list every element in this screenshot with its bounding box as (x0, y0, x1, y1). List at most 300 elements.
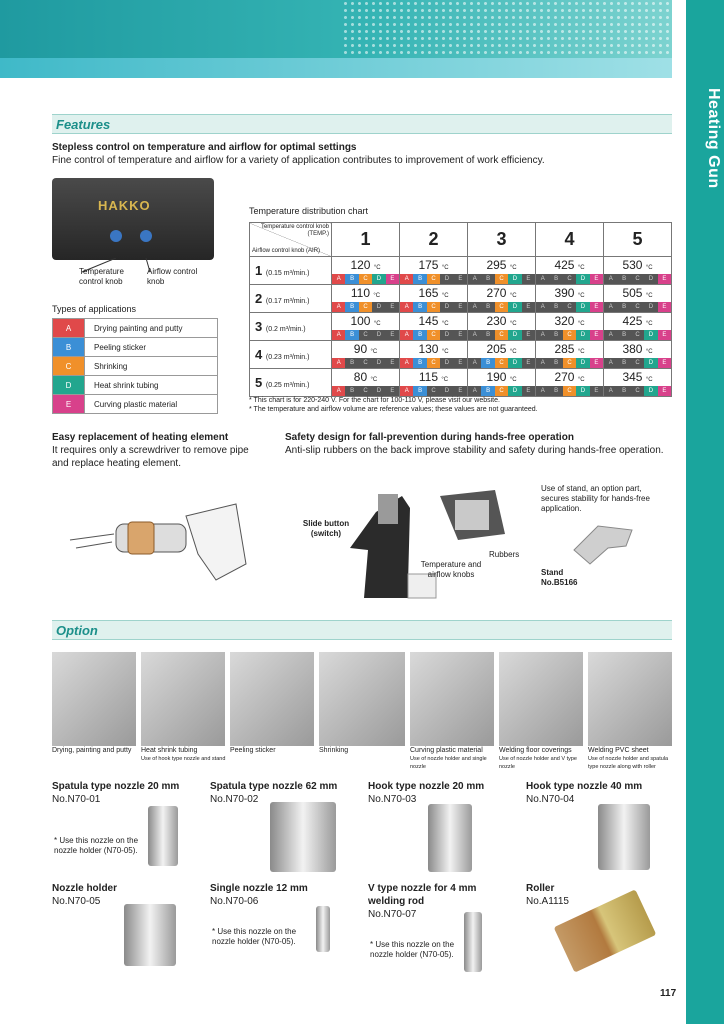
airflow-row (250, 341, 672, 369)
photo-caption-sub: Use of nozzle holder and single nozzle (410, 756, 487, 770)
temperature-cell (604, 285, 672, 313)
temperature-unit: °C (577, 349, 585, 355)
temperature-value (604, 369, 671, 386)
photo-caption (499, 747, 587, 771)
temperature-cell (400, 313, 468, 341)
application-letter: B (345, 274, 358, 284)
application-letter: E (522, 358, 535, 368)
application-letter: B (345, 386, 358, 396)
application-photo (410, 652, 494, 746)
temperature-value (468, 313, 535, 330)
temperature-unit: °C (577, 265, 585, 271)
application-letter: E (454, 302, 467, 312)
photo-caption-title: Peeling sticker (230, 747, 276, 754)
temperature-unit: °C (509, 349, 517, 355)
application-letter: E (386, 274, 399, 284)
temperature-value (604, 341, 671, 358)
application-letter: E (522, 386, 535, 396)
banner-light-stripe (0, 58, 672, 78)
applications-table (52, 318, 218, 414)
rubbers-label: Rubbers (489, 550, 520, 559)
application-letter: A (468, 386, 481, 396)
application-letter: A (604, 330, 617, 340)
application-letter: C (495, 330, 508, 340)
application-letter: A (400, 302, 413, 312)
application-bar (536, 302, 603, 312)
application-letter: C (359, 302, 372, 312)
application-letter: A (604, 386, 617, 396)
temperature-value (536, 257, 603, 274)
photo-caption-title: Curving plastic material (410, 747, 483, 754)
application-letter: B (617, 302, 630, 312)
temperature-unit: °C (577, 321, 585, 327)
application-letter: C (495, 274, 508, 284)
application-letter: C (359, 330, 372, 340)
temperature-number: 230 (486, 314, 507, 328)
application-letter: E (454, 386, 467, 396)
application-letter: B (481, 302, 494, 312)
application-letter: B (549, 330, 562, 340)
applications-title: Types of applications (52, 304, 137, 314)
application-bar (332, 330, 399, 340)
application-letter: B (549, 386, 562, 396)
temperature-value (400, 285, 467, 302)
application-bar (332, 274, 399, 284)
temperature-cell (468, 341, 536, 369)
application-letter: A (332, 330, 345, 340)
part-image (148, 806, 178, 866)
application-letter: C (631, 358, 644, 368)
application-letter: A (400, 274, 413, 284)
banner-dot-pattern (342, 0, 672, 58)
temperature-value (604, 313, 671, 330)
airflow-volume: (0.25 m³/min.) (265, 382, 310, 389)
temperature-number: 390 (554, 286, 575, 300)
airflow-row (250, 313, 672, 341)
temp-setting-header: 1 (332, 223, 400, 257)
photo-caption-sub: Use of hook type nozzle and stand (141, 756, 226, 762)
temperature-number: 270 (486, 286, 507, 300)
temperature-value (400, 257, 467, 274)
temperature-cell (400, 369, 468, 397)
safety-title: Safety design for fall-prevention during hands-free operation (285, 432, 574, 443)
application-bar (468, 302, 535, 312)
temperature-cell (536, 313, 604, 341)
temperature-unit: °C (509, 321, 517, 327)
temperature-value (604, 257, 671, 274)
temperature-value (468, 285, 535, 302)
application-letter: E (590, 358, 603, 368)
temperature-value (400, 369, 467, 386)
application-letter: B (481, 274, 494, 284)
temperature-cell (332, 313, 400, 341)
side-tab-title: Heating Gun (705, 88, 722, 189)
application-letter: D (440, 302, 453, 312)
airflow-volume: (0.2 m³/min.) (265, 326, 306, 333)
temperature-value (468, 369, 535, 386)
top-banner (0, 0, 672, 78)
temperature-number: 380 (622, 342, 643, 356)
temperature-value (536, 313, 603, 330)
temperature-value (332, 285, 399, 302)
application-label: Peeling sticker (85, 338, 218, 357)
temperature-unit: °C (645, 265, 653, 271)
application-code: D (53, 376, 85, 395)
application-bar (604, 274, 671, 284)
option-heading: Option (56, 623, 98, 638)
temperature-cell (536, 369, 604, 397)
temperature-value (536, 341, 603, 358)
airflow-row (250, 257, 672, 285)
temperature-cell (332, 341, 400, 369)
temperature-unit: °C (370, 377, 378, 383)
temperature-unit: °C (373, 265, 381, 271)
application-letter: D (576, 302, 589, 312)
safety-desc: Anti-slip rubbers on the back improve stability and safety during hands-free operation. (285, 445, 664, 456)
temperature-value (468, 341, 535, 358)
photo-caption-title: Heat shrink tubing (141, 747, 198, 754)
stand-illustration (568, 520, 638, 568)
application-label: Shrinking (85, 357, 218, 376)
temperature-cell (536, 341, 604, 369)
temperature-number: 345 (622, 370, 643, 384)
temperature-cell (400, 285, 468, 313)
application-letter: E (590, 386, 603, 396)
photo-caption (588, 747, 676, 771)
temperature-unit: °C (577, 377, 585, 383)
application-bar (604, 386, 671, 396)
chart-title: Temperature distribution chart (249, 206, 369, 216)
application-letter: C (631, 302, 644, 312)
part-note: * Use this nozzle on the nozzle holder (N70-05). (54, 836, 139, 855)
application-letter: D (440, 358, 453, 368)
part-number: No.N70-05 (52, 896, 101, 907)
features-heading: Features (56, 117, 111, 132)
temperature-value (332, 369, 399, 386)
application-letter: C (563, 358, 576, 368)
temperature-value (400, 341, 467, 358)
airflow-row (250, 285, 672, 313)
application-letter: D (644, 330, 657, 340)
temp-setting-header: 4 (536, 223, 604, 257)
airflow-volume: (0.23 m³/min.) (265, 354, 310, 361)
page-number: 117 (660, 988, 677, 999)
part-number: No.N70-07 (368, 909, 417, 920)
temperature-cell (604, 369, 672, 397)
application-letter: A (400, 330, 413, 340)
application-letter: E (658, 274, 671, 284)
application-letter: D (644, 386, 657, 396)
application-letter: B (549, 274, 562, 284)
part-number: No.N70-04 (526, 794, 575, 805)
temperature-knob-icon (110, 230, 122, 242)
temperature-unit: °C (373, 321, 381, 327)
application-bar (332, 386, 399, 396)
application-letter: B (617, 358, 630, 368)
photo-caption (141, 747, 229, 763)
temperature-number: 120 (350, 258, 371, 272)
side-tab (686, 0, 724, 1024)
application-letter: E (522, 330, 535, 340)
part-image (554, 889, 657, 972)
temperature-cell (604, 257, 672, 285)
application-photo (141, 652, 225, 746)
application-letter: E (590, 330, 603, 340)
application-label: Curving plastic material (85, 395, 218, 414)
part-number: No.A1115 (526, 896, 569, 907)
temperature-number: 530 (622, 258, 643, 272)
temperature-cell (332, 369, 400, 397)
temperature-unit: °C (441, 293, 449, 299)
application-letter: D (508, 274, 521, 284)
temperature-number: 285 (554, 342, 575, 356)
application-letter: A (468, 274, 481, 284)
airflow-knob-icon (140, 230, 152, 242)
temperature-unit: °C (645, 377, 653, 383)
stand-name: Stand (541, 568, 564, 577)
heating-gun-hero-photo (52, 178, 214, 260)
application-letter: B (345, 302, 358, 312)
application-letter: B (481, 358, 494, 368)
application-code: A (53, 319, 85, 338)
part-number: No.N70-01 (52, 794, 101, 805)
temperature-cell (468, 285, 536, 313)
application-letter: A (332, 358, 345, 368)
part-name: Spatula type nozzle 62 mm (210, 781, 338, 792)
application-letter: A (468, 302, 481, 312)
part-number: No.N70-02 (210, 794, 259, 805)
application-bar (536, 386, 603, 396)
application-letter: A (604, 274, 617, 284)
part-image (270, 802, 336, 872)
airflow-setting (250, 313, 332, 341)
airflow-number: 3 (255, 319, 263, 334)
application-letter: E (386, 358, 399, 368)
application-letter: B (413, 386, 426, 396)
application-letter: A (400, 386, 413, 396)
application-letter: B (413, 358, 426, 368)
application-photo (319, 652, 405, 746)
temperature-cell (332, 257, 400, 285)
temperature-unit: °C (509, 377, 517, 383)
temperature-unit: °C (509, 265, 517, 271)
knobs-label: Temperature and airflow knobs (420, 560, 482, 579)
application-letter: C (631, 330, 644, 340)
application-code: C (53, 357, 85, 376)
application-bar (400, 330, 467, 340)
application-letter: C (495, 386, 508, 396)
temperature-number: 190 (486, 370, 507, 384)
application-letter: D (644, 274, 657, 284)
application-letter: C (427, 330, 440, 340)
photo-caption-sub: Use of nozzle holder and spatula type nozzle along with roller (588, 756, 669, 770)
application-letter: E (658, 386, 671, 396)
application-bar (332, 302, 399, 312)
application-row (53, 319, 218, 338)
element-replacement-illustration (66, 494, 256, 584)
application-letter: B (617, 274, 630, 284)
application-letter: E (454, 274, 467, 284)
temperature-number: 130 (418, 342, 439, 356)
temperature-cell (400, 257, 468, 285)
temperature-unit: °C (645, 321, 653, 327)
application-letter: E (658, 302, 671, 312)
application-photo (588, 652, 672, 746)
application-letter: D (644, 358, 657, 368)
application-letter: D (372, 330, 385, 340)
temperature-unit: °C (373, 293, 381, 299)
temperature-cell (536, 257, 604, 285)
temperature-cell (332, 285, 400, 313)
temperature-value (536, 369, 603, 386)
application-bar (400, 274, 467, 284)
temperature-cell (604, 313, 672, 341)
application-letter: D (440, 330, 453, 340)
temp-setting-header: 5 (604, 223, 672, 257)
application-letter: B (481, 330, 494, 340)
part-number: No.N70-06 (210, 896, 259, 907)
temperature-value (332, 257, 399, 274)
application-letter: B (617, 386, 630, 396)
part-name: Spatula type nozzle 20 mm (52, 781, 180, 792)
application-letter: A (604, 358, 617, 368)
application-letter: C (359, 274, 372, 284)
application-letter: D (440, 274, 453, 284)
application-letter: E (658, 358, 671, 368)
photo-caption (319, 747, 409, 755)
application-letter: C (359, 358, 372, 368)
application-bar (400, 386, 467, 396)
temperature-unit: °C (645, 349, 653, 355)
application-bar (332, 358, 399, 368)
part-number: No.N70-03 (368, 794, 417, 805)
application-letter: B (345, 358, 358, 368)
chart-note-voltage: * This chart is for 220-240 V. For the chart for 100-110 V, please visit our website. (249, 397, 500, 404)
temperature-value (468, 257, 535, 274)
application-letter: A (332, 274, 345, 284)
temperature-number: 145 (418, 314, 439, 328)
application-letter: B (413, 302, 426, 312)
application-letter: C (631, 274, 644, 284)
application-letter: D (576, 274, 589, 284)
application-letter: A (536, 274, 549, 284)
airflow-volume: (0.15 m³/min.) (265, 270, 310, 277)
application-letter: C (631, 386, 644, 396)
application-label: Heat shrink tubing (85, 376, 218, 395)
airflow-setting (250, 369, 332, 397)
airflow-number: 1 (255, 263, 263, 278)
application-letter: C (563, 386, 576, 396)
temp-knob-label: Temperature control knob (79, 267, 124, 286)
temperature-number: 115 (418, 370, 439, 384)
airflow-volume: (0.17 m³/min.) (265, 298, 310, 305)
application-letter: B (413, 330, 426, 340)
part-image (428, 804, 472, 872)
heating-gun-standing-illustration (290, 488, 530, 606)
part-name: Nozzle holder (52, 883, 118, 894)
replacement-desc: It requires only a screwdriver to remove pipe and replace heating element. (52, 445, 249, 469)
temperature-number: 270 (554, 370, 575, 384)
photo-caption-title: Drying, painting and putty (52, 747, 132, 754)
application-bar (604, 358, 671, 368)
temperature-number: 505 (622, 286, 643, 300)
temperature-number: 100 (350, 314, 371, 328)
temperature-number: 175 (418, 258, 439, 272)
application-label: Drying painting and putty (85, 319, 218, 338)
temperature-unit: °C (441, 321, 449, 327)
chart-note-reference: * The temperature and airflow volume are reference values; these values are not guaranteed. (249, 406, 538, 413)
temperature-unit: °C (441, 377, 449, 383)
option-header (52, 620, 672, 640)
application-letter: D (372, 386, 385, 396)
temperature-cell (604, 341, 672, 369)
application-letter: D (372, 358, 385, 368)
application-bar (400, 358, 467, 368)
temperature-number: 425 (554, 258, 575, 272)
application-bar (400, 302, 467, 312)
temperature-number: 320 (554, 314, 575, 328)
temperature-number: 165 (418, 286, 439, 300)
temperature-number: 205 (486, 342, 507, 356)
application-row (53, 376, 218, 395)
application-letter: D (372, 274, 385, 284)
application-bar (468, 358, 535, 368)
application-letter: B (617, 330, 630, 340)
airflow-row (250, 369, 672, 397)
part-image (598, 804, 650, 870)
temperature-number: 425 (622, 314, 643, 328)
part-name: V type nozzle for 4 mm welding rod (368, 883, 477, 907)
application-letter: B (481, 386, 494, 396)
application-letter: B (549, 302, 562, 312)
photo-caption-title: Shrinking (319, 747, 349, 754)
application-letter: D (576, 330, 589, 340)
application-letter: E (658, 330, 671, 340)
application-row (53, 357, 218, 376)
application-letter: D (372, 302, 385, 312)
photo-caption-sub: Use of nozzle holder and V type nozzle (499, 756, 577, 770)
photo-caption (410, 747, 498, 771)
part-name: Hook type nozzle 20 mm (368, 781, 485, 792)
application-letter: A (332, 386, 345, 396)
application-photo (499, 652, 583, 746)
application-letter: A (400, 358, 413, 368)
application-letter: C (359, 386, 372, 396)
airflow-number: 5 (255, 375, 263, 390)
temperature-number: 295 (486, 258, 507, 272)
temperature-distribution-chart (249, 222, 672, 397)
part-name: Single nozzle 12 mm (210, 883, 308, 894)
airflow-number: 4 (255, 347, 263, 362)
application-letter: E (522, 302, 535, 312)
application-letter: E (522, 274, 535, 284)
application-letter: A (604, 302, 617, 312)
part-name: Roller (526, 883, 555, 894)
application-letter: A (332, 302, 345, 312)
application-letter: D (576, 386, 589, 396)
application-letter: D (508, 358, 521, 368)
temperature-value (400, 313, 467, 330)
temperature-cell (536, 285, 604, 313)
temperature-unit: °C (645, 293, 653, 299)
application-letter: D (644, 302, 657, 312)
temperature-cell (468, 369, 536, 397)
stand-number: No.B5166 (541, 578, 578, 587)
application-bar (468, 330, 535, 340)
application-letter: D (440, 386, 453, 396)
application-letter: D (508, 386, 521, 396)
application-bar (604, 330, 671, 340)
